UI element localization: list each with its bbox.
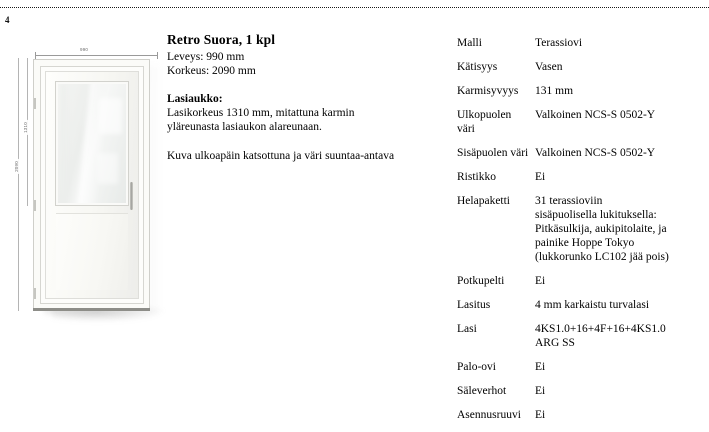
spec-row: [457, 322, 709, 350]
spec-row-value-line: (lukkorunko LC102 jää pois): [535, 251, 669, 263]
spec-row-value-line: Valkoinen NCS-S 0502-Y: [535, 109, 656, 121]
spec-row-label: Malli: [457, 37, 482, 49]
spec-row-value: [535, 322, 709, 350]
spec-row-value-line: 4 mm karkaistu turvalasi: [535, 299, 650, 311]
spec-row-value-line: Ei: [535, 275, 546, 287]
spec-row: [457, 146, 709, 160]
spec-row-value: [535, 408, 709, 422]
specification-table: [457, 36, 709, 432]
product-title: Retro Suora, 1 kpl: [167, 32, 276, 47]
spec-row-value: [535, 84, 709, 98]
spec-row-value: [535, 108, 709, 136]
door-hinge-middle: [34, 200, 36, 211]
spec-row-value: [535, 146, 709, 160]
spec-row: [457, 360, 709, 374]
glass-reflection-left: [61, 84, 71, 203]
page-separator-rule: [0, 7, 709, 8]
spec-row-value-line: 4KS1.0+16+4F+16+4KS1.0: [535, 323, 666, 335]
spec-row-label: Palo-ovi: [457, 361, 496, 373]
glass-reflection-lower: [97, 153, 117, 184]
spec-row-label: Ristikko: [457, 171, 496, 183]
spec-row-label: Kätisyys: [457, 61, 498, 73]
spec-row-value-line: Ei: [535, 171, 546, 183]
door-glass-panel: [56, 82, 128, 205]
spec-row-label: Säleverhot: [457, 385, 507, 397]
width-dimension-line: [35, 55, 158, 56]
spec-row-label: Lasitus: [457, 299, 491, 311]
spec-row-value: [535, 274, 709, 288]
spec-row: [457, 60, 709, 74]
door-handle: [130, 182, 133, 210]
glass-opening-line-1: Lasikorkeus 1310 mm, mitattuna karmin: [167, 107, 355, 119]
spec-row: [457, 298, 709, 312]
product-width-line: Leveys: 990 mm: [167, 51, 245, 63]
door-leaf: [45, 71, 139, 299]
door-frame: [33, 59, 150, 310]
spec-row-label: Asennusruuvi: [457, 409, 521, 421]
spec-row-value-line: Pitkäsulkija, aukipitolaite, ja: [535, 223, 667, 235]
spec-row-label: Potkupelti: [457, 275, 505, 287]
door-drawing: [0, 22, 165, 312]
spec-row-value-line: Ei: [535, 409, 546, 421]
spec-row-value: [535, 36, 709, 50]
door-hinge-top: [34, 98, 36, 109]
spec-row-label: Sisäpuolen väri: [457, 147, 529, 159]
spec-row-value-line: painike Hoppe Tokyo: [535, 237, 635, 249]
spec-row-value-line: sisäpuolisella lukituksella:: [535, 209, 657, 221]
spec-row: [457, 36, 709, 50]
glass-reflection-upper: [99, 98, 122, 134]
spec-row-label: Karmisyvyys: [457, 85, 519, 97]
door-frame-inner: [40, 66, 144, 304]
page-index-number: 4: [5, 15, 10, 25]
width-dimension-label: 990: [80, 47, 89, 52]
glass-opening-line-2: yläreunasta lasiaukon alareunaan.: [167, 121, 322, 133]
spec-row: [457, 170, 709, 184]
product-height-line: Korkeus: 2090 mm: [167, 65, 256, 77]
door-hinge-bottom: [34, 288, 36, 299]
spec-row-value-line: Terassiovi: [535, 37, 583, 49]
glass-height-dimension-label: 1310: [22, 122, 28, 133]
product-note: Kuva ulkoapäin katsottuna ja väri suuntaa-antava: [167, 150, 395, 162]
spec-row: [457, 84, 709, 98]
spec-row-value-line: Valkoinen NCS-S 0502-Y: [535, 147, 656, 159]
spec-row-value: [535, 298, 709, 312]
spec-row-value: [535, 360, 709, 374]
door-threshold: [33, 308, 150, 311]
total-height-dimension-label: 2090: [13, 161, 19, 172]
product-description: [167, 31, 442, 163]
spec-row-value: [535, 170, 709, 184]
spec-row-value: [535, 384, 709, 398]
spec-row-label: Ulkopuolen väri: [457, 109, 512, 135]
spec-row: [457, 408, 709, 422]
spec-row: [457, 108, 709, 136]
spec-row-value-line: 131 mm: [535, 85, 574, 97]
spec-row-label: Helapaketti: [457, 195, 511, 207]
spec-row-value-line: Vasen: [535, 61, 563, 73]
spec-row-value-line: Ei: [535, 385, 546, 397]
spec-row: [457, 274, 709, 288]
door-lower-panel: [56, 213, 128, 290]
total-height-dimension-line: [18, 58, 19, 311]
spec-row: [457, 194, 709, 264]
spec-row-value-line: 31 terassioviin: [535, 195, 603, 207]
glass-opening-heading: Lasiaukko:: [167, 93, 223, 105]
spec-row-label: Lasi: [457, 323, 477, 335]
spec-row-value-line: ARG SS: [535, 337, 575, 349]
spec-row: [457, 384, 709, 398]
spec-row-value: [535, 194, 709, 264]
spec-row-value-line: Ei: [535, 361, 546, 373]
spec-row-value: [535, 60, 709, 74]
